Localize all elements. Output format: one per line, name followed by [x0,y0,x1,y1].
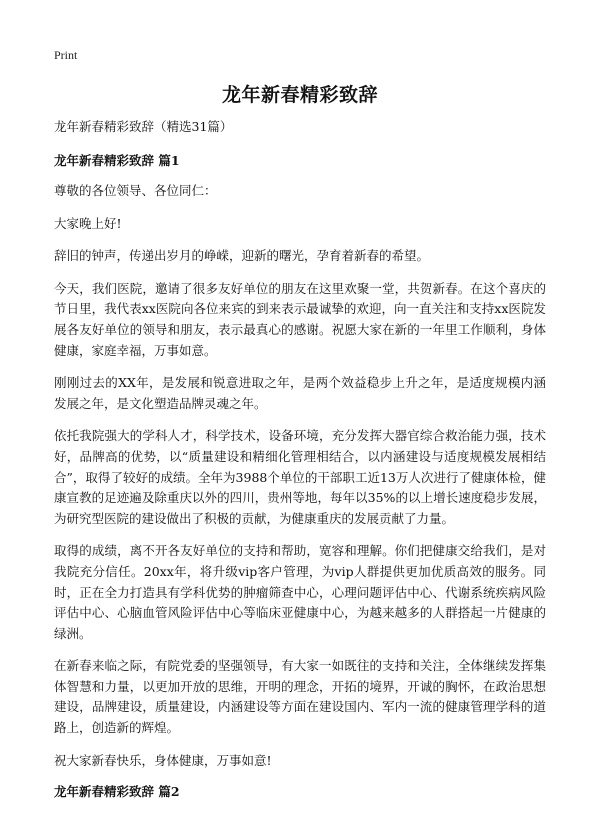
paragraph-thanks: 取得的成绩，离不开各友好单位的支持和帮助，宽容和理解。你们把健康交给我们，是对我院充分信任。20xx年，将升级vip客户管理，为vip人群提供更加优质高效的服务。同时，正在全力打造具有学科优势的肿瘤筛查中心，心理问题评估中心、代谢系统疾病风险评估中心、心脑血管风险评估中心等临床亚健康中心，为越来越多的人群搭起一片健康的绿洲。 [54,543,546,641]
paragraph-review: 刚刚过去的XX年，是发展和锐意进取之年，是两个效益稳步上升之年，是适度规模内涵发展之年，是文化塑造品牌灵魂之年。 [54,375,546,411]
section-heading-2: 龙年新春精彩致辞 篇2 [54,784,180,800]
paragraph-outlook: 在新春来临之际，有院党委的坚强领导，有大家一如既往的支持和关注，全体继续发挥集体智慧和力量，以更加开放的思维，开明的理念，开拓的境界，开诚的胸怀，在政治思想建设，品牌建设，质量建设，内涵建设等方面在建设国内、军内一流的健康管理学科的道路上，创造新的辉煌。 [54,658,546,736]
page-title: 龙年新春精彩致辞 [221,84,378,106]
paragraph-greeting: 大家晚上好! [54,215,122,231]
paragraph-opening: 辞旧的钟声，传递出岁月的峥嵘，迎新的曙光，孕育着新春的希望。 [54,248,430,264]
paragraph-salutation: 尊敬的各位领导、各位同仁： [54,183,217,198]
paragraph-welcome: 今天，我们医院，邀请了很多友好单位的朋友在这里欢聚一堂，共贺新春。在这个喜庆的节日里，我代表xx医院向各位来宾的到来表示最诚挚的欢迎，向一直关注和支持xx医院发展各友好单位的领导和朋友，表示最真心的感谢。祝愿大家在新的一年里工作顺利，身体健康，家庭幸福，万事如意。 [54,280,546,358]
paragraph-achievements: 依托我院强大的学科人才，科学技术，设备环境，充分发挥大器官综合救治能力强，技术好，品牌高的优势，以“质量建设和精细化管理相结合，以内涵建设与适度规模发展相结合”，取得了较好的成绩。全年为3988个单位的干部职工近13万人次进行了健康体检，健康宣教的足迹遍及除重庆以外的四川，贵州等地，每年以35%的以上增长速度稳步发展，为研究型医院的建设做出了积极的贡献，为健康重庆的发展贡献了力量。 [54,428,546,526]
document-body [54,118,546,812]
print-label: Print [54,48,78,62]
paragraph-closing: 祝大家新春快乐，身体健康，万事如意! [54,752,272,768]
document-subtitle: 龙年新春精彩致辞（精选31篇） [54,119,233,134]
section-heading-1: 龙年新春精彩致辞 篇1 [54,153,180,168]
